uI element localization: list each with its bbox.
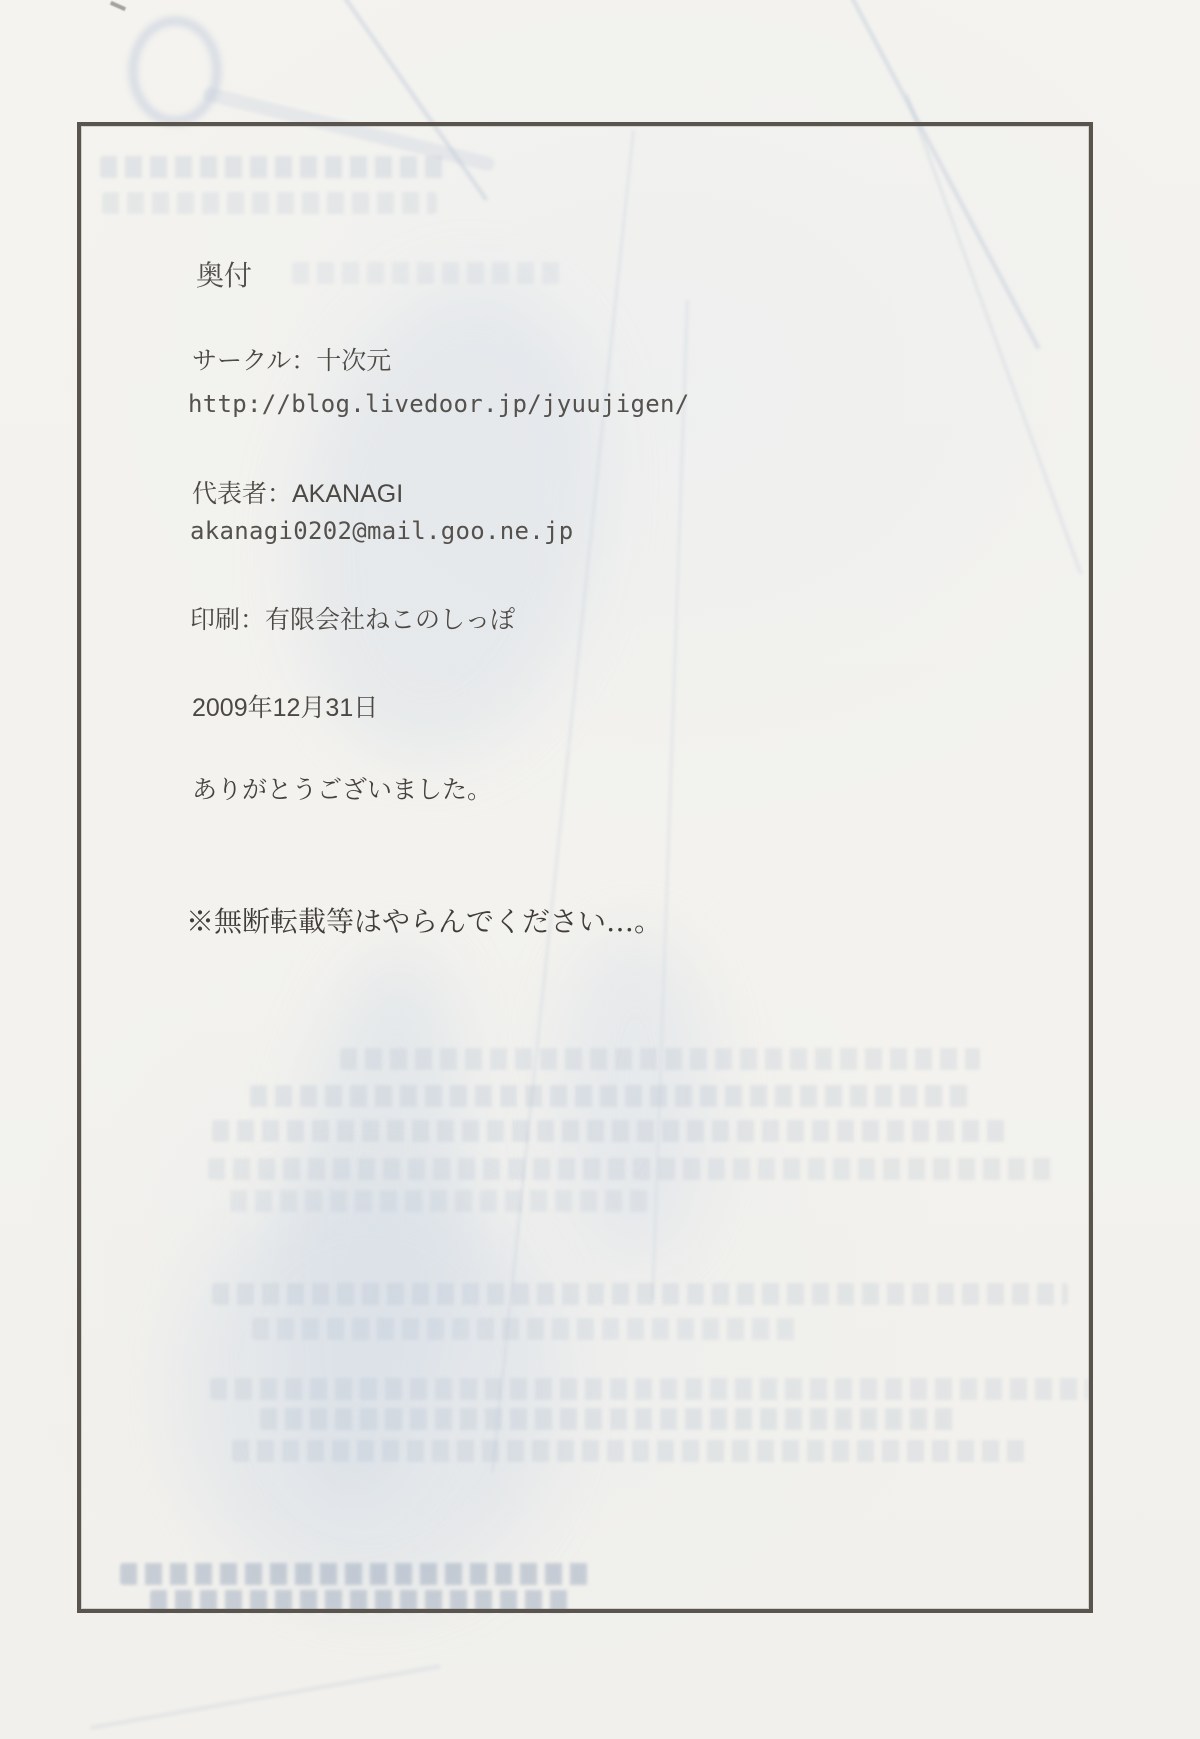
- circle-url: http://blog.livedoor.jp/jyuujigen/: [188, 390, 690, 418]
- scan-speck: [110, 1, 126, 11]
- printing-line: 印刷：有限会社ねこのしっぽ: [190, 606, 516, 634]
- bleed-stroke: [90, 1664, 440, 1730]
- bleed-ring: [128, 16, 222, 126]
- page-title: 奥付: [196, 260, 253, 291]
- email-line: akanagi0202@mail.goo.ne.jp: [190, 517, 574, 545]
- thanks-line: ありがとうございました。: [192, 775, 493, 804]
- notice-line: ※無断転載等はやらんでください…。: [186, 905, 663, 938]
- date-line: 2009年12月31日: [192, 694, 379, 722]
- circle-name-line: サークル：十次元: [192, 347, 392, 375]
- representative-line: 代表者：AKANAGI: [192, 480, 404, 508]
